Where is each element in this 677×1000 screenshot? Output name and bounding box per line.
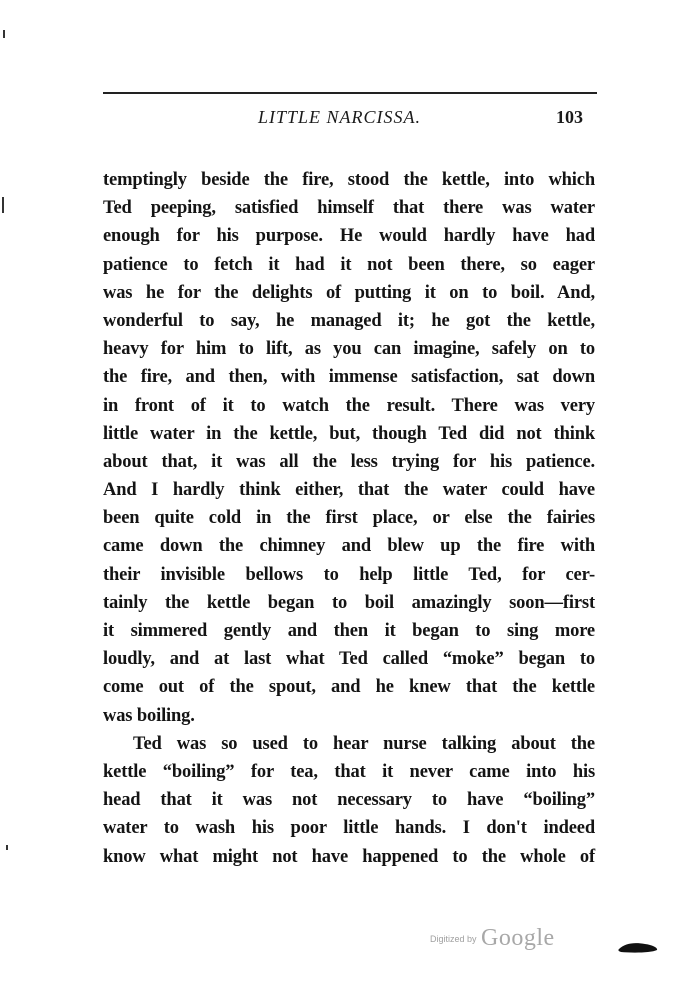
text-line-24: water to wash his poor little hands. I don't indeed — [103, 818, 595, 839]
text-line-4: patience to fetch it had it not been there, so eager — [103, 254, 595, 275]
scan-mark-top — [3, 30, 5, 38]
text-line-15: their invisible bellows to help little Ted, for cer- — [103, 564, 595, 585]
text-line-8: the fire, and then, with immense satisfaction, sat down — [103, 367, 595, 388]
text-line-21: Ted was so used to hear nurse talking about the — [133, 733, 595, 754]
header-rule — [103, 92, 597, 94]
running-head: LITTLE NARCISSA. — [258, 107, 422, 127]
text-line-5: was he for the delights of putting it on to boil. And, — [103, 282, 595, 303]
page-number: 103 — [556, 107, 583, 127]
text-line-1: temptingly beside the fire, stood the kettle, into which — [103, 170, 595, 190]
text-line-18: loudly, and at last what Ted called “moke” began to — [103, 649, 595, 670]
ink-blot-icon — [617, 940, 659, 954]
text-line-3: enough for his purpose. He would hardly have had — [103, 226, 595, 247]
text-line-11: about that, it was all the less trying for his patience. — [103, 451, 595, 472]
text-line-13: been quite cold in the first place, or else the fairies — [103, 508, 595, 529]
text-line-10: little water in the kettle, but, though Ted did not think — [103, 423, 595, 444]
text-line-14: came down the chimney and blew up the fire with — [103, 536, 595, 557]
text-line-19: come out of the spout, and he knew that the kettle — [103, 677, 595, 698]
text-line-6: wonderful to say, he managed it; he got the kettle, — [103, 310, 595, 331]
text-line-25: know what might not have happened to the whole of — [103, 846, 595, 867]
text-line-23: head that it was not necessary to have “boiling” — [103, 790, 595, 811]
text-line-22: kettle “boiling” for tea, that it never came into his — [103, 761, 595, 782]
text-line-16: tainly the kettle began to boil amazingly soon—first — [103, 592, 595, 613]
scan-mark-bottom — [6, 845, 8, 850]
text-line-9: in front of it to watch the result. There was very — [103, 395, 595, 416]
text-line-7: heavy for him to lift, as you can imagine, safely on to — [103, 339, 595, 360]
body-text — [103, 166, 595, 871]
text-line-20: was boiling. — [103, 705, 195, 726]
google-logo-text: Google — [480, 925, 555, 951]
text-line-12: And I hardly think either, that the water could have — [103, 480, 595, 501]
text-line-2: Ted peeping, satisfied himself that there was water — [103, 198, 595, 219]
digitized-by-label: Digitized by — [430, 934, 477, 944]
scan-mark-left — [2, 197, 4, 213]
digitized-by-watermark — [430, 925, 555, 952]
text-line-17: it simmered gently and then it began to sing more — [103, 621, 595, 641]
